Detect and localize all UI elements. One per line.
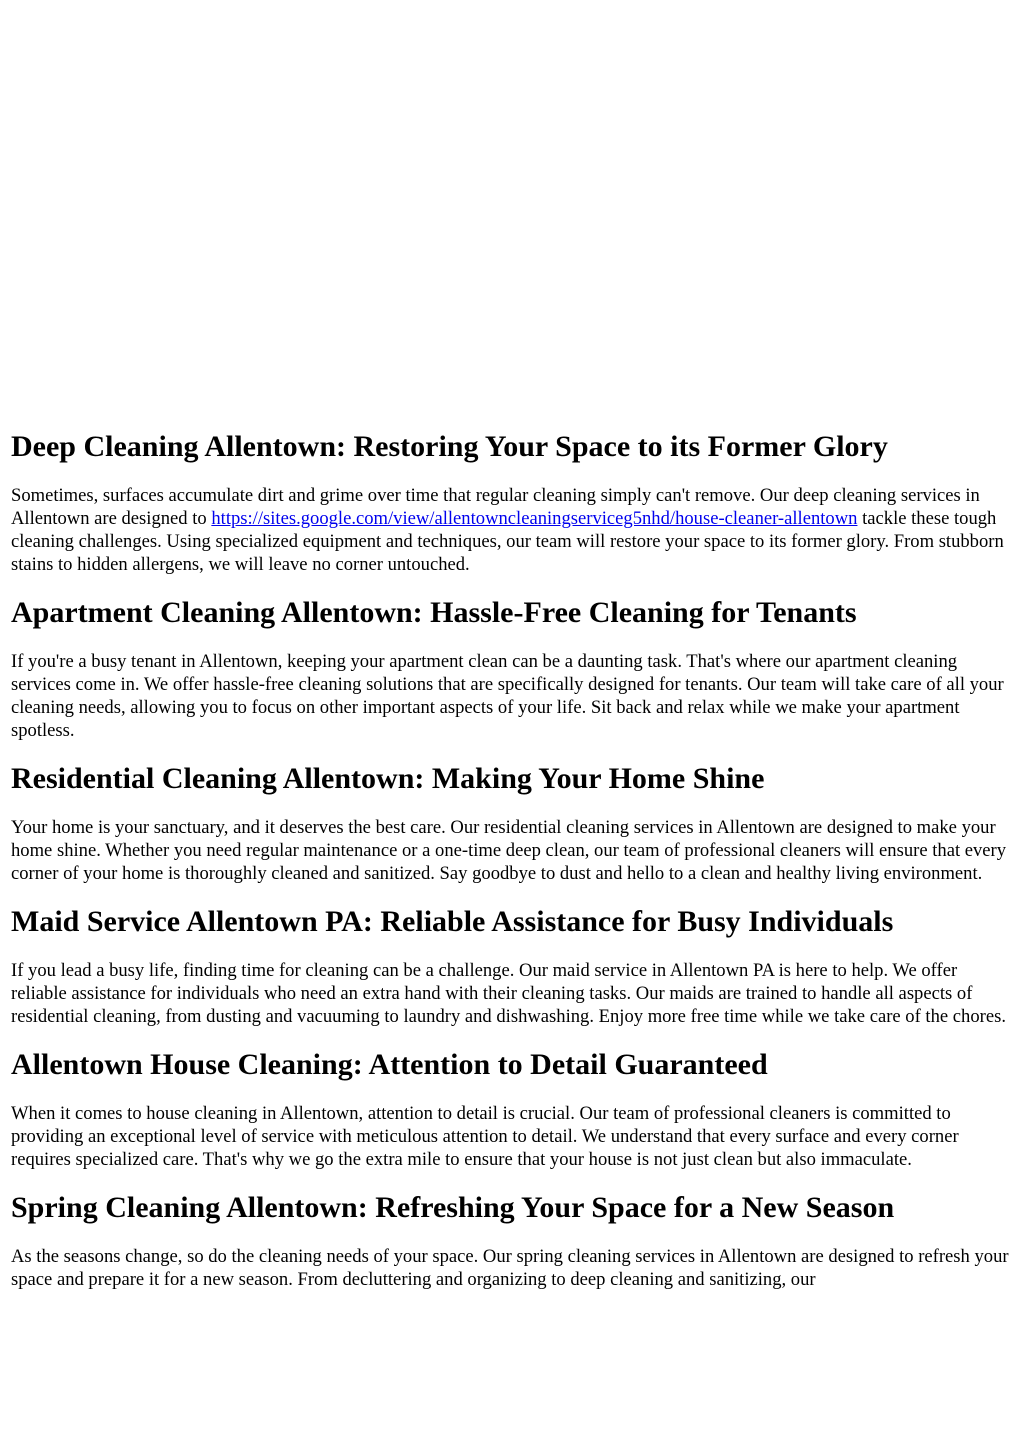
section-body-deep-cleaning [11,484,1015,576]
section-body-residential-cleaning: Your home is your sanctuary, and it deserves the best care. Our residential cleaning services in Allentown are designed to make your home shine. Whether you need regular maintenance or a one-time deep clean, our team of professional cleaners will ensure that every corner of your home is thoroughly cleaned and sanitized. Say goodbye to dust and hello to a clean and healthy living environment. [11,817,1007,884]
article-content [11,428,1015,1309]
section-heading-apartment-cleaning: Apartment Cleaning Allentown: Hassle-Free Cleaning for Tenants [11,596,857,629]
section-heading-spring-cleaning: Spring Cleaning Allentown: Refreshing Your Space for a New Season [11,1191,895,1224]
section-heading-house-cleaning: Allentown House Cleaning: Attention to Detail Guaranteed [11,1048,768,1081]
section-body-house-cleaning: When it comes to house cleaning in Allentown, attention to detail is crucial. Our team of professional cleaners is committed to providing an exceptional level of service with meticulous attention to detail. We understand that every surface and every corner requires specialized care. That's why we go the extra mile to ensure that your house is not just clean but also immaculate. [11,1103,959,1170]
house-cleaner-link[interactable]: https://sites.google.com/view/allentowncleaningserviceg5nhd/house-cleaner-allentown [211,508,858,529]
section-heading-residential-cleaning: Residential Cleaning Allentown: Making Your Home Shine [11,762,765,795]
section-heading-maid-service: Maid Service Allentown PA: Reliable Assistance for Busy Individuals [11,905,894,938]
paragraph-text: Sometimes, surfaces accumulate dirt and grime over time that regular cleaning simply can't remove. Our deep cleaning services in Allentown are designed to [11,485,980,529]
section-body-spring-cleaning: As the seasons change, so do the cleaning needs of your space. Our spring cleaning services in Allentown are designed to refresh your space and prepare it for a new season. From decluttering and organizing to deep cleaning and sanitizing, our [11,1246,1009,1290]
section-body-apartment-cleaning: If you're a busy tenant in Allentown, keeping your apartment clean can be a daunting task. That's where our apartment cleaning services come in. We offer hassle-free cleaning solutions that are specifically designed for tenants. Our team will take care of all your cleaning needs, allowing you to focus on other important aspects of your life. Sit back and relax while we make your apartment spotless. [11,651,1004,741]
section-heading-deep-cleaning: Deep Cleaning Allentown: Restoring Your Space to its Former Glory [11,430,888,463]
section-body-maid-service: If you lead a busy life, finding time for cleaning can be a challenge. Our maid service in Allentown PA is here to help. We offer reliable assistance for individuals who need an extra hand with their cleaning tasks. Our maids are trained to handle all aspects of residential cleaning, from dusting and vacuuming to laundry and dishwashing. Enjoy more free time while we take care of the chores. [11,960,1006,1027]
paragraph-text: tackle these tough cleaning challenges. Using specialized equipment and techniques, our team will restore your space to its former glory. From stubborn stains to hidden allergens, we will leave no corner untouched. [11,508,1004,575]
